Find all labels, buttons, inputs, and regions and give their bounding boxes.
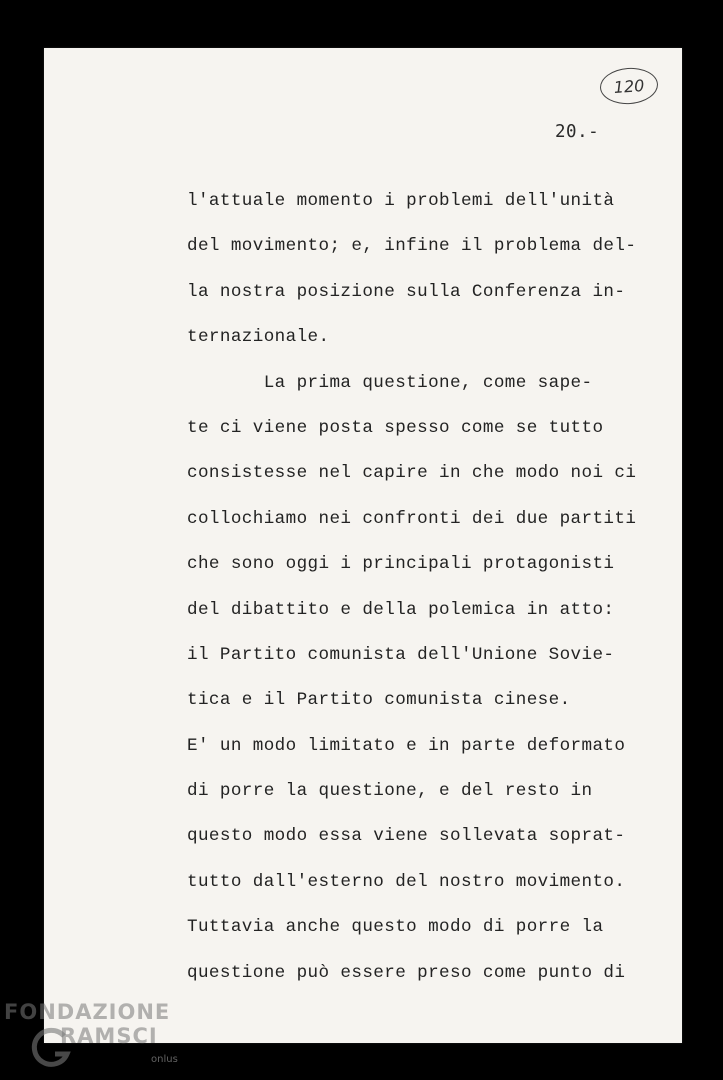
fondazione-gramsci-watermark bbox=[4, 1000, 179, 1078]
watermark-line1: FONDAZIONE bbox=[4, 1000, 171, 1024]
watermark-line2: RAMSCI bbox=[60, 1024, 158, 1048]
text-line: tica e il Partito comunista cinese. bbox=[187, 690, 571, 711]
text-line: questione può essere preso come punto di bbox=[187, 962, 626, 983]
text-line: ternazionale. bbox=[187, 327, 330, 348]
text-line: E' un modo limitato e in parte deformato bbox=[187, 735, 626, 756]
text-line: di porre la questione, e del resto in bbox=[187, 781, 593, 802]
text-line: collochiamo nei confronti dei due partiti bbox=[187, 508, 637, 529]
typed-text-body bbox=[187, 188, 687, 1005]
text-line: il Partito comunista dell'Unione Sovie- bbox=[187, 644, 615, 665]
text-line: tutto dall'esterno del nostro movimento. bbox=[187, 871, 626, 892]
text-line: La prima questione, come sape- bbox=[187, 372, 593, 393]
text-line: l'attuale momento i problemi dell'unità bbox=[187, 191, 615, 211]
watermark-sub: onlus bbox=[151, 1054, 178, 1065]
text-line: questo modo essa viene sollevata soprat- bbox=[187, 826, 626, 847]
text-line: del dibattito e della polemica in atto: bbox=[187, 599, 615, 620]
text-line: che sono oggi i principali protagonisti bbox=[187, 554, 615, 575]
page-number: 20.- bbox=[555, 122, 600, 142]
text-line: consistesse nel capire in che modo noi ci bbox=[187, 463, 637, 484]
text-line: Tuttavia anche questo modo di porre la bbox=[187, 917, 604, 938]
text-line: del movimento; e, infine il problema del- bbox=[187, 236, 637, 257]
archive-number-stamp: 120 bbox=[599, 66, 659, 106]
text-line: te ci viene posta spesso come se tutto bbox=[187, 417, 604, 438]
text-line: la nostra posizione sulla Conferenza in- bbox=[187, 281, 626, 302]
document-page bbox=[44, 48, 682, 1043]
